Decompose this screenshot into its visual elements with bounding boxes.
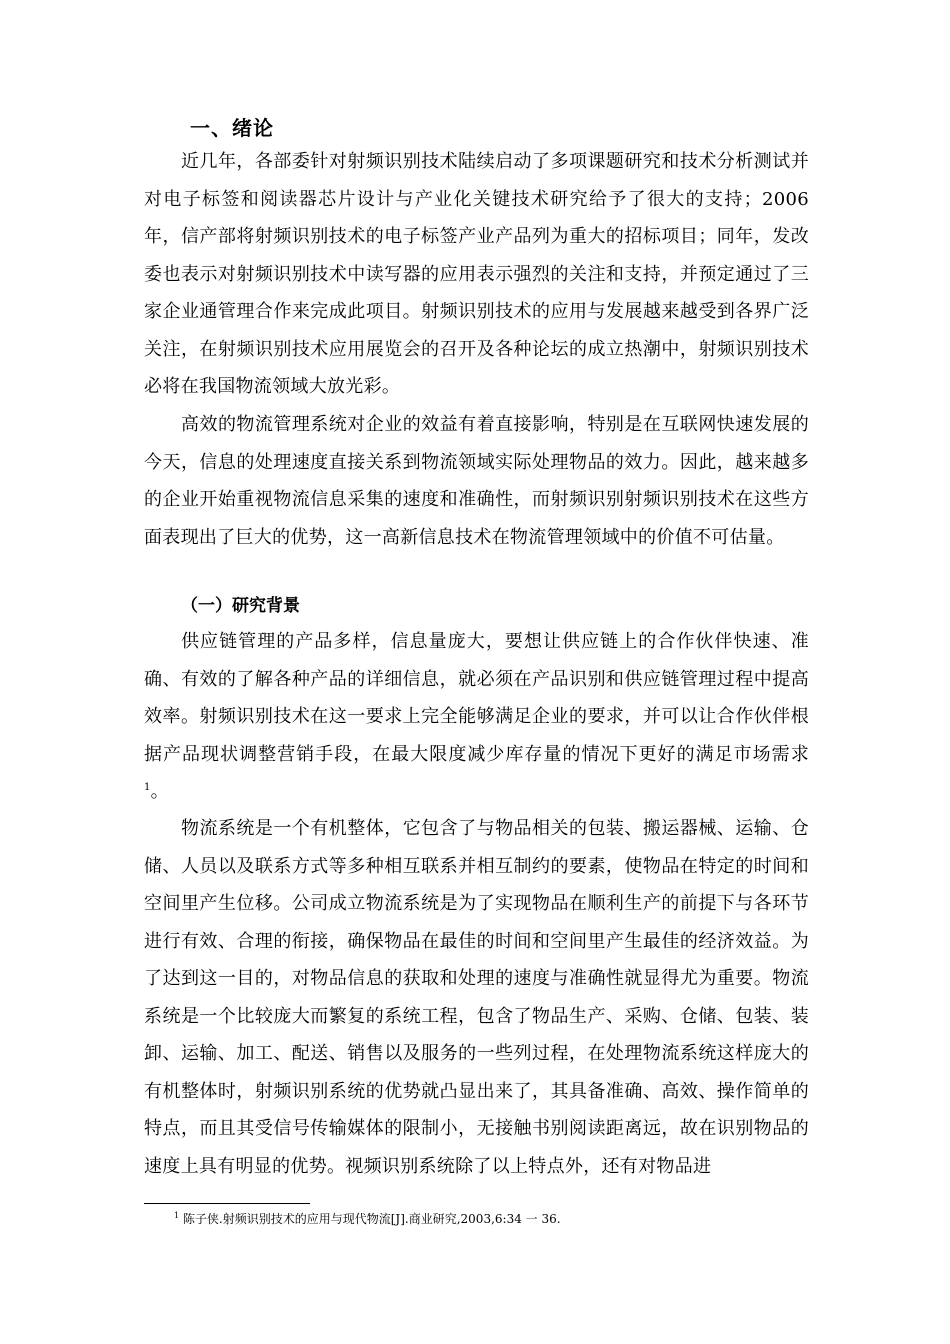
footnote: [174, 1210, 561, 1228]
background-paragraph-1-end: 。: [150, 781, 169, 802]
footnote-mark: 1: [174, 1211, 180, 1220]
footnote-text: 陈子侠.射频识别技术的应用与现代物流[J].商业研究,2003,6:34 一 36.: [182, 1212, 561, 1226]
section-heading: （一）研究背景: [181, 596, 300, 616]
intro-paragraph-2: 高效的物流管理系统对企业的效益有着直接影响，特别是在互联网快速发展的今天，信息的处理速度直接关系到物流领域实际处理物品的效力。因此，越来越多的企业开始重视物流信息采集的速度和准确性，而射频识别射频识别技术在这些方面表现出了巨大的优势，这一高新信息技术在物流管理领域中的价值不可估量。: [144, 414, 809, 548]
intro-paragraph-1: 近几年，各部委针对射频识别技术陆续启动了多项课题研究和技术分析测试并对电子标签和阅读器芯片设计与产业化关键技术研究给予了很大的支持；2006年，信产部将射频识别技术的电子标签产业产品列为重大的招标项目；同年，发改委也表示对射频识别技术中读写器的应用表示强烈的关注和支持，并预定通过了三家企业通管理合作来完成此项目。射频识别技术的应用与发展越来越受到各界广泛关注，在射频识别技术应用展览会的召开及各种论坛的成立热潮中，射频识别技术必将在我国物流领域大放光彩。: [144, 151, 809, 397]
background-paragraph-1: [144, 623, 809, 811]
footnote-reference: 1: [144, 782, 151, 793]
footnote-separator: [144, 1203, 310, 1204]
background-paragraph-2: 物流系统是一个有机整体，它包含了与物品相关的包装、搬运器械、运输、仓储、人员以及联系方式等多种相互联系并相互制约的要素，使物品在特定的时间和空间里产生位移。公司成立物流系统是为了实现物品在顺利生产的前提下与各环节进行有效、合理的衔接，确保物品在最佳的时间和空间里产生最佳的经济效益。为了达到这一目的，对物品信息的获取和处理的速度与准确性就显得尤为重要。物流系统是一个比较庞大而繁复的系统工程，包含了物品生产、采购、仓储、包装、装卸、运输、加工、配送、销售以及服务的一些列过程，在处理物流系统这样庞大的有机整体时，射频识别系统的优势就凸显出来了，其具备准确、高效、操作简单的特点，而且其受信号传输媒体的限制小，无接触书别阅读距离远，故在识别物品的速度上具有明显的优势。视频识别系统除了以上特点外，还有对物品进: [144, 818, 809, 1177]
background-paragraph-1-text: 供应链管理的产品多样，信息量庞大，要想让供应链上的合作伙伴快速、准确、有效的了解各种产品的详细信息，就必须在产品识别和供应链管理过程中提高效率。射频识别技术在这一要求上完全能够满足企业的要求，并可以让合作伙伴根据产品现状调整营销手段，在最大限度减少库存量的情况下更好的满足市场需求: [144, 631, 809, 765]
chapter-heading: 一、绪论: [190, 116, 274, 140]
